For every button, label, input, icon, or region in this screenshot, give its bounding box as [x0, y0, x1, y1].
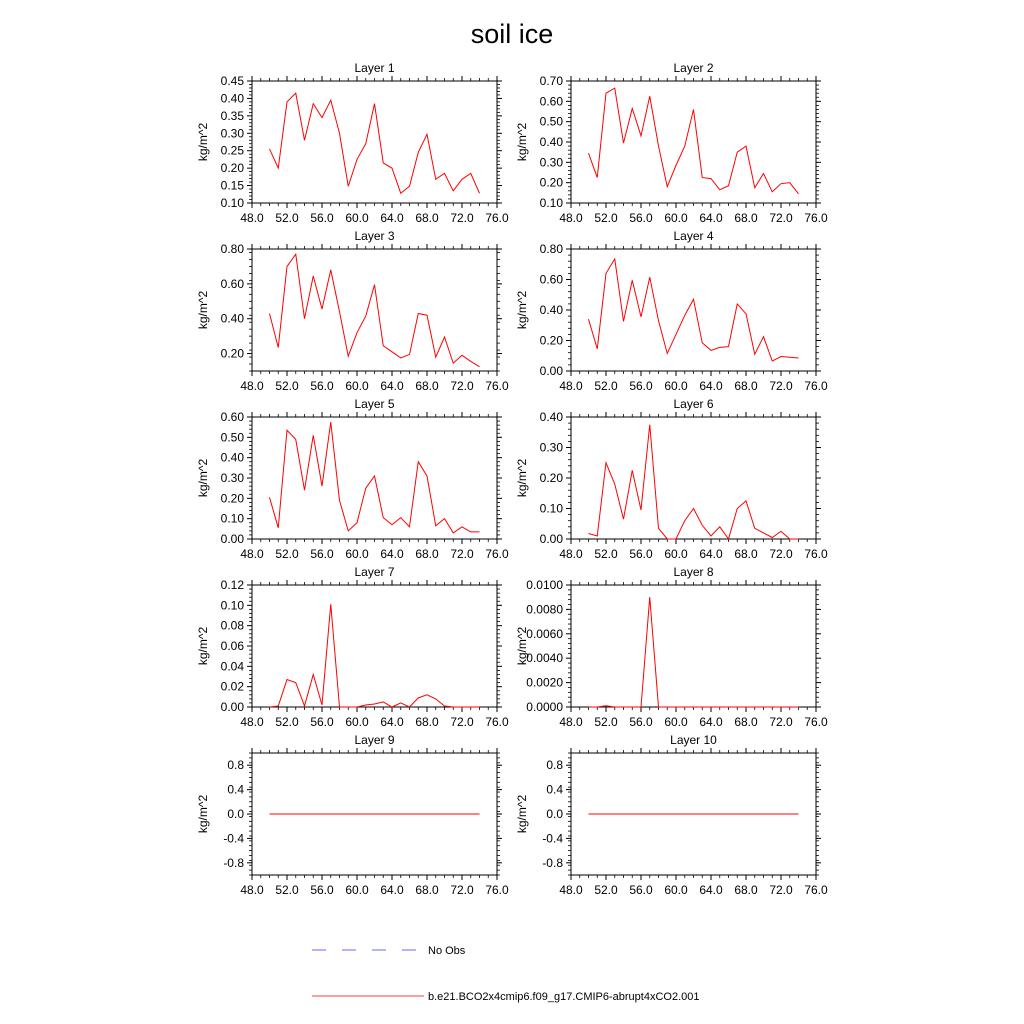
series-line-model [270, 604, 480, 707]
series-line-model [270, 422, 480, 533]
x-tick-label: 48.0 [559, 547, 583, 561]
y-tick-label: 0.60 [220, 276, 244, 291]
x-tick-label: 68.0 [415, 883, 439, 897]
y-tick-label: 0.60 [220, 410, 244, 424]
y-tick-label: 0.30 [539, 155, 563, 170]
panel-title: Layer 8 [673, 565, 714, 579]
y-tick-label: 0.12 [220, 578, 244, 592]
y-tick-label: 0.50 [220, 430, 244, 445]
y-tick-label: 0.0020 [526, 675, 563, 690]
x-tick-label: 76.0 [804, 715, 828, 729]
x-tick-label: 60.0 [664, 883, 688, 897]
x-tick-label: 48.0 [559, 379, 583, 393]
x-tick-label: 68.0 [734, 379, 758, 393]
x-tick-label: 60.0 [345, 211, 369, 225]
x-tick-label: 48.0 [559, 883, 583, 897]
x-tick-label: 72.0 [450, 379, 474, 393]
plot-frame [252, 585, 497, 707]
x-tick-label: 72.0 [769, 715, 793, 729]
x-tick-label: 64.0 [699, 715, 723, 729]
y-tick-label: 0.00 [220, 532, 244, 546]
x-tick-label: 72.0 [450, 547, 474, 561]
y-tick-label: 0.0080 [526, 602, 563, 617]
y-tick-label: 0.00 [220, 700, 244, 714]
plot-frame [252, 249, 497, 371]
x-tick-label: 56.0 [310, 547, 334, 561]
x-tick-label: 68.0 [734, 547, 758, 561]
x-tick-label: 72.0 [450, 883, 474, 897]
x-tick-label: 52.0 [594, 547, 618, 561]
panel-layer-1 [196, 61, 509, 225]
x-tick-label: 56.0 [310, 379, 334, 393]
y-tick-label: 0.20 [220, 491, 244, 506]
panel-title: Layer 1 [354, 61, 395, 75]
plot-frame [571, 249, 816, 371]
y-tick-label: 0.40 [539, 135, 563, 149]
y-axis-label: kg/m^2 [515, 794, 529, 834]
panel-title: Layer 4 [673, 229, 714, 243]
x-tick-label: 64.0 [699, 379, 723, 393]
x-tick-label: 60.0 [345, 379, 369, 393]
x-tick-label: 72.0 [450, 211, 474, 225]
x-tick-label: 56.0 [629, 883, 653, 897]
x-tick-label: 68.0 [734, 715, 758, 729]
panel-layer-7 [196, 565, 509, 729]
legend-model-label: b.e21.BCO2x4cmip6.f09_g17.CMIP6-abrupt4xCO2.001 [428, 991, 700, 1003]
y-tick-label: 0.60 [539, 272, 563, 287]
x-tick-label: 48.0 [240, 883, 264, 897]
x-tick-label: 72.0 [769, 883, 793, 897]
x-tick-label: 68.0 [415, 547, 439, 561]
x-tick-label: 68.0 [415, 379, 439, 393]
x-tick-label: 48.0 [240, 547, 264, 561]
y-tick-label: 0.00 [539, 532, 563, 546]
x-tick-label: 56.0 [629, 715, 653, 729]
x-tick-label: 76.0 [485, 379, 509, 393]
y-tick-label: -0.4 [542, 831, 563, 846]
y-tick-label: 0.20 [539, 333, 563, 348]
series-line-model [589, 425, 799, 539]
x-tick-label: 76.0 [485, 883, 509, 897]
x-tick-label: 48.0 [559, 211, 583, 225]
panel-title: Layer 3 [354, 229, 395, 243]
y-tick-label: 0.20 [539, 471, 563, 485]
panel-title: Layer 5 [354, 397, 395, 411]
y-tick-label: 0.15 [220, 178, 244, 193]
panel-layer-10 [515, 733, 828, 897]
y-tick-label: 0.35 [220, 108, 244, 123]
x-tick-label: 72.0 [769, 547, 793, 561]
x-tick-label: 52.0 [275, 547, 299, 561]
y-tick-label: 0.20 [220, 346, 244, 361]
y-axis-label: kg/m^2 [196, 122, 210, 162]
x-tick-label: 52.0 [594, 715, 618, 729]
panel-layer-8 [515, 565, 828, 729]
x-tick-label: 56.0 [310, 211, 334, 225]
y-tick-label: 0.80 [539, 242, 563, 256]
panel-layer-6 [515, 397, 828, 561]
y-tick-label: 0.0040 [526, 651, 563, 666]
y-axis-label: kg/m^2 [515, 458, 529, 498]
y-tick-label: 0.10 [220, 196, 244, 210]
x-tick-label: 60.0 [664, 547, 688, 561]
x-tick-label: 64.0 [380, 715, 404, 729]
y-tick-label: 0.30 [220, 471, 244, 485]
y-tick-label: 0.4 [546, 782, 563, 797]
y-tick-label: 0.06 [220, 639, 244, 653]
x-tick-label: 68.0 [734, 211, 758, 225]
y-tick-label: 0.10 [220, 511, 244, 526]
panel-grid [196, 61, 828, 897]
x-tick-label: 64.0 [380, 379, 404, 393]
y-axis-label: kg/m^2 [196, 626, 210, 666]
figure-title: soil ice [470, 19, 554, 49]
x-tick-label: 60.0 [345, 547, 369, 561]
panel-layer-5 [196, 397, 509, 561]
y-axis-label: kg/m^2 [196, 794, 210, 834]
series-line-model [270, 254, 480, 366]
y-tick-label: 0.40 [539, 303, 563, 317]
x-tick-label: 68.0 [415, 715, 439, 729]
x-tick-label: 60.0 [345, 715, 369, 729]
x-tick-label: 52.0 [275, 883, 299, 897]
y-axis-label: kg/m^2 [515, 626, 529, 666]
series-line-model [589, 597, 799, 707]
y-tick-label: 0.30 [539, 440, 563, 455]
y-tick-label: 0.40 [220, 311, 244, 326]
y-tick-label: 0.00 [539, 364, 563, 378]
y-tick-label: 0.70 [539, 74, 563, 88]
x-tick-label: 52.0 [594, 211, 618, 225]
plot-frame [252, 81, 497, 203]
y-tick-label: 0.20 [539, 175, 563, 190]
panel-layer-3 [196, 229, 509, 393]
x-tick-label: 64.0 [380, 883, 404, 897]
x-tick-label: 76.0 [804, 211, 828, 225]
y-tick-label: -0.8 [223, 855, 244, 870]
x-tick-label: 48.0 [240, 211, 264, 225]
plot-frame [571, 417, 816, 539]
x-tick-label: 76.0 [804, 883, 828, 897]
x-tick-label: 68.0 [415, 211, 439, 225]
x-tick-label: 52.0 [594, 883, 618, 897]
legend [312, 945, 700, 1003]
x-tick-label: 64.0 [380, 547, 404, 561]
x-tick-label: 72.0 [769, 211, 793, 225]
plot-frame [571, 585, 816, 707]
x-tick-label: 48.0 [240, 379, 264, 393]
panel-title: Layer 9 [354, 733, 395, 747]
y-tick-label: 0.0 [546, 807, 563, 821]
x-tick-label: 64.0 [699, 211, 723, 225]
x-tick-label: 56.0 [310, 883, 334, 897]
y-tick-label: 0.80 [220, 242, 244, 256]
x-tick-label: 56.0 [310, 715, 334, 729]
y-tick-label: 0.60 [539, 94, 563, 109]
legend-obs-label: No Obs [428, 945, 466, 957]
y-tick-label: 0.0000 [526, 700, 563, 714]
y-tick-label: 0.02 [220, 679, 244, 694]
y-tick-label: 0.0060 [526, 626, 563, 641]
y-tick-label: 0.40 [539, 410, 563, 424]
x-tick-label: 64.0 [380, 211, 404, 225]
x-tick-label: 60.0 [345, 883, 369, 897]
x-tick-label: 72.0 [450, 715, 474, 729]
x-tick-label: 76.0 [804, 379, 828, 393]
x-tick-label: 76.0 [804, 547, 828, 561]
y-tick-label: -0.4 [223, 831, 244, 846]
y-tick-label: 0.40 [220, 450, 244, 465]
y-tick-label: 0.10 [539, 196, 563, 210]
y-axis-label: kg/m^2 [196, 458, 210, 498]
y-axis-label: kg/m^2 [515, 290, 529, 330]
y-tick-label: 0.8 [227, 758, 244, 773]
panel-title: Layer 10 [670, 733, 717, 747]
panel-title: Layer 7 [354, 565, 395, 579]
x-tick-label: 76.0 [485, 211, 509, 225]
y-tick-label: 0.0100 [526, 578, 563, 592]
panel-title: Layer 6 [673, 397, 714, 411]
x-tick-label: 60.0 [664, 211, 688, 225]
x-tick-label: 52.0 [275, 715, 299, 729]
y-tick-label: -0.8 [542, 855, 563, 870]
x-tick-label: 52.0 [275, 379, 299, 393]
x-tick-label: 60.0 [664, 379, 688, 393]
y-tick-label: 0.40 [220, 91, 244, 106]
x-tick-label: 56.0 [629, 547, 653, 561]
y-tick-label: 0.50 [539, 114, 563, 129]
x-tick-label: 76.0 [485, 715, 509, 729]
series-line-model [589, 88, 799, 194]
x-tick-label: 60.0 [664, 715, 688, 729]
x-tick-label: 56.0 [629, 211, 653, 225]
x-tick-label: 64.0 [699, 883, 723, 897]
panel-title: Layer 2 [673, 61, 714, 75]
panel-layer-9 [196, 733, 509, 897]
y-axis-label: kg/m^2 [515, 122, 529, 162]
y-tick-label: 0.0 [227, 807, 244, 821]
x-tick-label: 48.0 [240, 715, 264, 729]
y-tick-label: 0.25 [220, 143, 244, 158]
series-line-model [270, 93, 480, 193]
y-tick-label: 0.08 [220, 618, 244, 633]
x-tick-label: 56.0 [629, 379, 653, 393]
y-tick-label: 0.10 [539, 501, 563, 516]
panel-layer-4 [515, 229, 828, 393]
y-tick-label: 0.10 [220, 598, 244, 613]
y-tick-label: 0.20 [220, 161, 244, 176]
x-tick-label: 48.0 [559, 715, 583, 729]
panel-layer-2 [515, 61, 828, 225]
x-tick-label: 68.0 [734, 883, 758, 897]
y-tick-label: 0.4 [227, 782, 244, 797]
x-tick-label: 76.0 [485, 547, 509, 561]
x-tick-label: 72.0 [769, 379, 793, 393]
y-tick-label: 0.45 [220, 74, 244, 88]
series-line-model [589, 259, 799, 361]
y-tick-label: 0.30 [220, 126, 244, 141]
y-tick-label: 0.04 [220, 659, 244, 674]
x-tick-label: 52.0 [594, 379, 618, 393]
y-axis-label: kg/m^2 [196, 290, 210, 330]
x-tick-label: 52.0 [275, 211, 299, 225]
y-tick-label: 0.8 [546, 758, 563, 773]
x-tick-label: 64.0 [699, 547, 723, 561]
